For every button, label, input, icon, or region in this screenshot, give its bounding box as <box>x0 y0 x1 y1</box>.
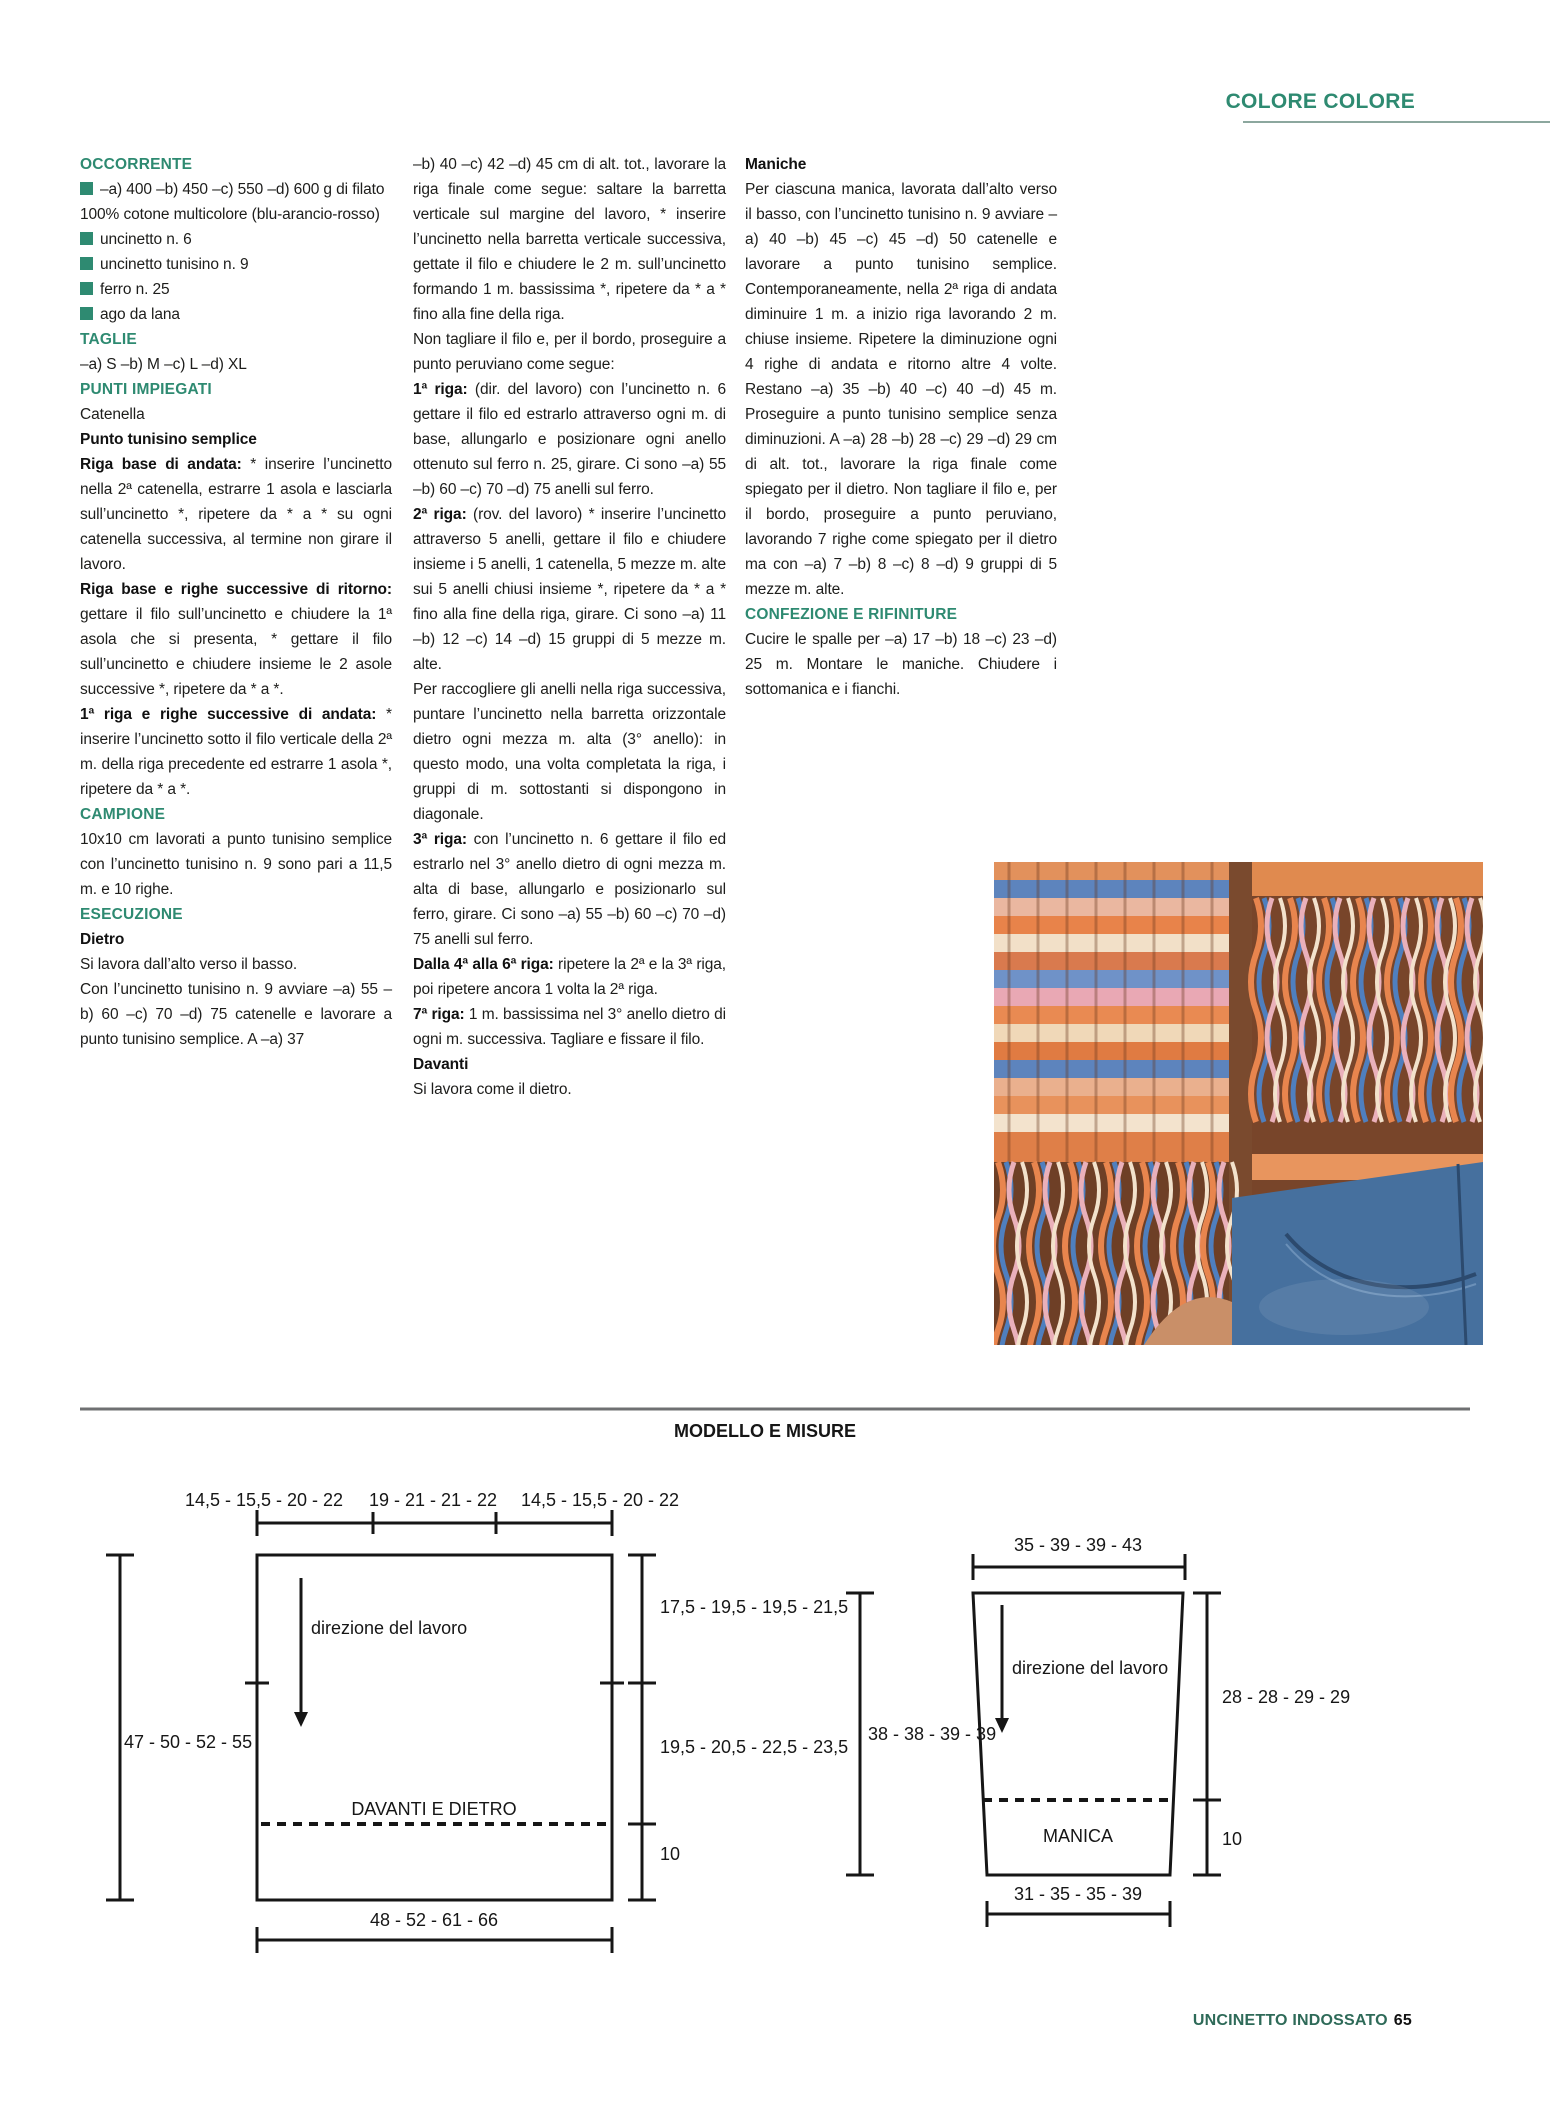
square-bullet-icon <box>80 182 93 195</box>
punti-heading: PUNTI IMPIEGATI <box>80 381 212 398</box>
bordo-par: Non tagliare il filo e, per il bordo, proseguire a punto peruviano come segue: <box>413 331 726 373</box>
material-item: ferro n. 25 <box>80 277 392 302</box>
riga-4-6: Dalla 4ª alla 6ª riga: ripetere la 2ª e la 3ª riga, poi ripetere ancora 1 volta la 2ª riga. <box>413 956 726 998</box>
occorrente-heading: OCCORRENTE <box>80 156 193 173</box>
material-item: uncinetto n. 6 <box>80 227 392 252</box>
dietro-heading: Dietro <box>80 931 125 948</box>
fb-side-right-bottom-measure: 10 <box>660 1844 681 1864</box>
fb-top-center-measure: 19 - 21 - 21 - 22 <box>368 1490 498 1510</box>
modello-e-misure-diagram <box>0 1390 1550 2000</box>
page-header-title: COLORE COLORE <box>1225 90 1415 113</box>
column-right <box>745 152 1057 702</box>
column-left <box>80 152 392 1052</box>
square-bullet-icon <box>80 282 93 295</box>
down-arrow-icon <box>294 1712 308 1727</box>
sleeve-side-right-top-measure: 28 - 28 - 29 - 29 <box>1222 1687 1351 1707</box>
body-knit <box>1251 862 1483 1197</box>
fb-top-right-measure: 14,5 - 15,5 - 20 - 22 <box>520 1490 680 1510</box>
header-rule <box>1243 121 1550 123</box>
material-item: ago da lana <box>80 302 392 327</box>
sleeve-label: MANICA <box>1042 1826 1114 1846</box>
fb-outline <box>257 1555 612 1900</box>
taglie-heading: TAGLIE <box>80 331 137 348</box>
magazine-name: UNCINETTO INDOSSATO <box>1192 2012 1388 2029</box>
fb-bottom-measure: 48 - 52 - 61 - 66 <box>369 1910 499 1930</box>
dietro-par-2: Con l’uncinetto tunisino n. 9 avviare –a) 55 –b) 60 –c) 70 –d) 75 catenelle e lavorare a punto tunisino semplice. A –a) 37 <box>80 981 392 1048</box>
campione-text: 10x10 cm lavorati a punto tunisino semplice con l’uncinetto tunisino n. 9 sono pari a 11,5 m. e 10 righe. <box>80 831 392 898</box>
davanti-heading: Davanti <box>413 1056 469 1073</box>
crochet-photo-art <box>994 862 1483 1345</box>
diagram-section-title: MODELLO E MISURE <box>673 1421 857 1441</box>
prima-riga-andata: 1ª riga e righe successive di andata: * inserire l’uncinetto sotto il filo verticale della 2ª m. della riga precedente ed estrarre 1 asola *, ripetere da * a *. <box>80 706 392 798</box>
sleeve-top-measure: 35 - 39 - 39 - 43 <box>1013 1535 1143 1555</box>
punto-tunisino-heading: Punto tunisino semplice <box>80 431 257 448</box>
riga-2: 2ª riga: (rov. del lavoro) * inserire l’uncinetto attraverso 5 anelli, gettare il filo e chiudere insieme i 5 anelli, 1 catenella, 5 mezze m. alte sui 5 anelli chiusi insieme *, ripetere da * a * fino alla fine della riga, girare. Ci sono –a) 11 –b) 12 –c) 14 –d) 15 gruppi di 5 mezze m. alte. <box>413 506 726 673</box>
maniche-text: Per ciascuna manica, lavorata dall’alto verso il basso, con l’uncinetto tunisino n. 9 avviare –a) 40 –b) 45 –c) 45 –d) 50 catenelle e lavorare a punto tunisino semplice. Contemporaneamente, nella 2ª riga di andata diminuire 1 m. a inizio riga lavorando 2 m. chiuse insieme. Ripetere la diminuzione ogni 4 righe di andata e ritorno altre 4 volte. Restano –a) 35 –b) 40 –c) 40 –d) 45 m. Proseguire a punto tunisino semplice senza diminuzioni. A –a) 28 –b) 28 –c) 29 –d) 29 cm di alt. tot., lavorare la riga finale come spiegato per il dietro. Non tagliare il filo e, per il bordo, proseguire a punto peruviano, lavorando 7 righe come spiegato per il dietro ma con –a) 7 –b) 8 –c) 8 –d) 9 gruppi di 5 mezze m. alte. <box>745 181 1057 598</box>
square-bullet-icon <box>80 257 93 270</box>
column-middle <box>413 152 726 1102</box>
down-arrow-icon <box>995 1718 1009 1733</box>
dietro-par-1: Si lavora dall’alto verso il basso. <box>80 956 298 973</box>
riga-base-ritorno: Riga base e righe successive di ritorno: gettare il filo sull’uncinetto e chiudere la 1ª asola che si presenta, * gettare il filo sull’uncinetto e chiudere insieme le 2 asole successive *, ripetere da * a *. <box>80 581 392 698</box>
sleeve-knit <box>994 862 1237 1345</box>
raccogliere-par: Per raccogliere gli anelli nella riga successiva, puntare l’uncinetto nella barretta orizzontale dietro ogni mezza m. alta (3° anello): in questo modo, una volta completata la riga, i gruppi di m. sottostanti si dispongono in diagonale. <box>413 681 726 823</box>
riga-7: 7ª riga: 1 m. bassissima nel 3° anello dietro di ogni m. successiva. Tagliare e fissare il filo. <box>413 1006 726 1048</box>
material-item: uncinetto tunisino n. 9 <box>80 252 392 277</box>
fb-label: DAVANTI E DIETRO <box>351 1799 517 1819</box>
sleeve-direction-label: direzione del lavoro <box>1012 1658 1169 1678</box>
fb-side-right-top-measure: 17,5 - 19,5 - 19,5 - 21,5 <box>660 1597 849 1617</box>
riga-3: 3ª riga: con l’uncinetto n. 6 gettare il filo ed estrarlo nel 3° anello dietro di ogni mezza m. alta di base, allungarlo e posizionarlo sul ferro, girare. Ci sono –a) 55 –b) 60 –c) 70 –d) 75 anelli sul ferro. <box>413 831 727 948</box>
esecuzione-heading: ESECUZIONE <box>80 906 183 923</box>
sleeve-side-right-bottom-measure: 10 <box>1222 1829 1243 1849</box>
riga-base-andata: Riga base di andata: * inserire l’uncinetto nella 2ª catenella, estrarre 1 asola e lasciarla sull’uncinetto *, ripetere da * a * su ogni catenella successiva, al termine non girare il lavoro. <box>80 456 392 573</box>
fb-side-left-measure: 47 - 50 - 52 - 55 <box>124 1732 253 1752</box>
fb-top-left-measure: 14,5 - 15,5 - 20 - 22 <box>184 1490 344 1510</box>
page-footer <box>1193 2012 1412 2030</box>
taglie-text: –a) S –b) M –c) L –d) XL <box>80 356 247 373</box>
front-back-schematic <box>106 1490 848 1953</box>
page-number: 65 <box>1393 2012 1412 2029</box>
campione-heading: CAMPIONE <box>80 806 166 823</box>
punti-text: Catenella <box>80 406 145 423</box>
fb-side-right-middle-measure: 19,5 - 20,5 - 22,5 - 23,5 <box>660 1737 849 1757</box>
fb-direction-label: direzione del lavoro <box>311 1618 468 1638</box>
confezione-text: Cucire le spalle per –a) 17 –b) 18 –c) 23 –d) 25 m. Montare le maniche. Chiudere i sottomanica e i fianchi. <box>745 631 1057 698</box>
square-bullet-icon <box>80 232 93 245</box>
dietro-continuation: –b) 40 –c) 42 –d) 45 cm di alt. tot., lavorare la riga finale come segue: saltare la barretta verticale sul margine del lavoro, * inserire l’uncinetto nella barretta verticale successiva, gettate il filo e chiudere le 2 m. sull’uncinetto formando 1 m. bassissima *, ripetere da * a * fino alla fine della riga. <box>413 156 726 323</box>
davanti-text: Si lavora come il dietro. <box>413 1081 572 1098</box>
maniche-heading: Maniche <box>745 156 807 173</box>
riga-1: 1ª riga: (dir. del lavoro) con l’uncinetto n. 6 gettare il filo ed estrarlo attraverso ogni m. di base, allungarlo e posizionare ogni anello ottenuto sul ferro n. 25, girare. Ci sono –a) 55 –b) 60 –c) 70 –d) 75 anelli sul ferro. <box>413 381 727 498</box>
sleeve-bottom-measure: 31 - 35 - 35 - 39 <box>1013 1884 1143 1904</box>
confezione-heading: CONFEZIONE E RIFINITURE <box>745 606 958 623</box>
crochet-photo <box>994 862 1483 1345</box>
sleeve-schematic <box>846 1535 1350 1927</box>
sleeve-side-left-measure: 38 - 38 - 39 - 39 <box>868 1724 997 1744</box>
square-bullet-icon <box>80 307 93 320</box>
material-item: –a) 400 –b) 450 –c) 550 –d) 600 g di filato 100% cotone multicolore (blu-arancio-rosso) <box>80 181 385 223</box>
